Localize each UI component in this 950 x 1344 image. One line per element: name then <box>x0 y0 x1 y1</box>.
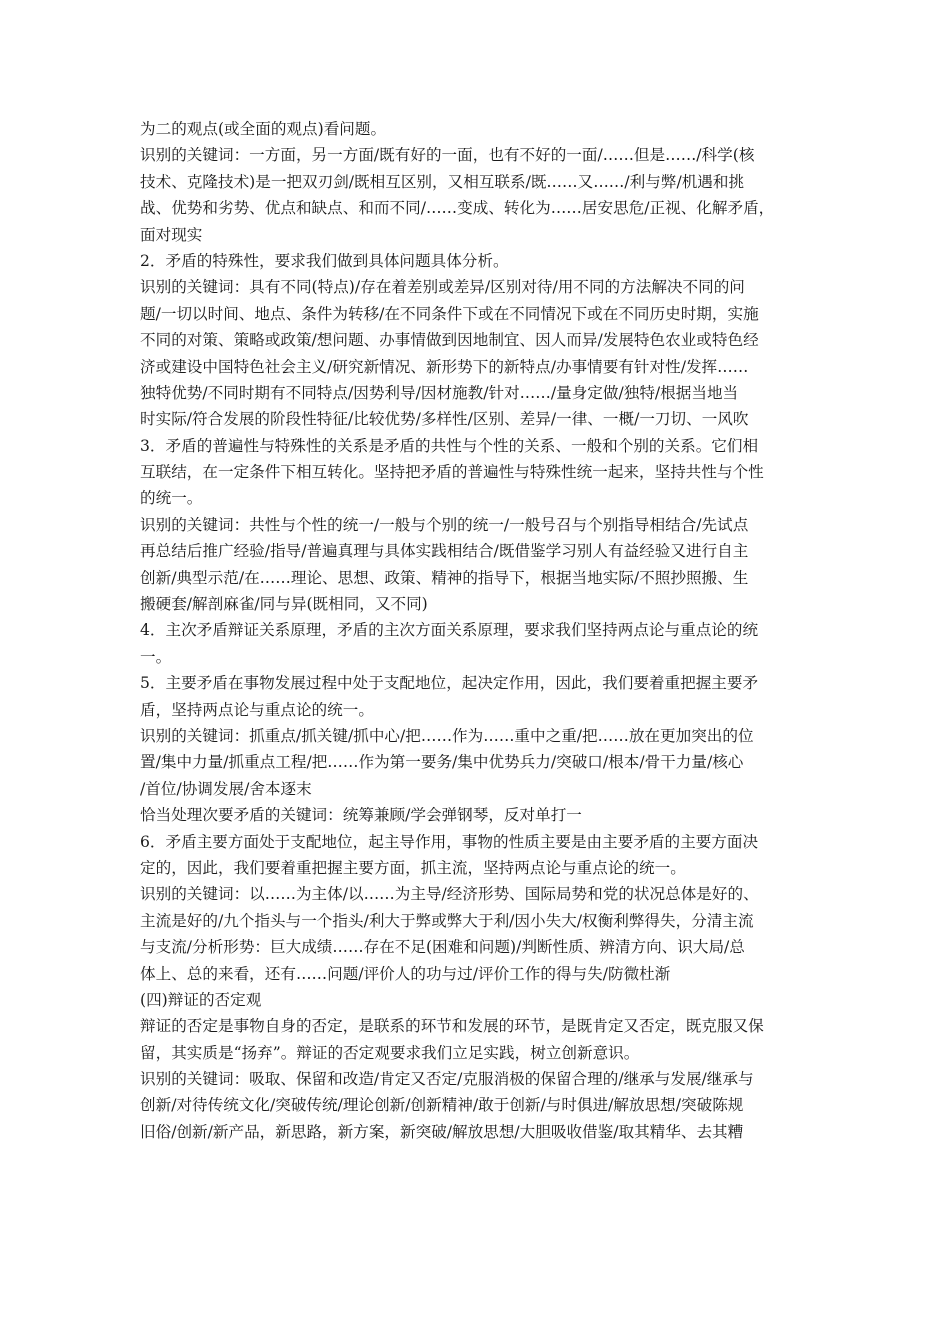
text-line: 留，其实质是“扬弃”。辩证的否定观要求我们立足实践，树立创新意识。 <box>140 1043 640 1062</box>
text-line: 题/一切以时间、地点、条件为转移/在不同条件下或在不同情况下或在不同历史时期，实施 <box>140 304 759 323</box>
text-line: 2．矛盾的特殊性，要求我们做到具体问题具体分析。 <box>140 251 509 270</box>
text-line: 面对现实 <box>140 225 203 244</box>
text-line: 独特优势/不同时期有不同特点/因势利导/因材施教/针对……/量身定做/独特/根据当地当 <box>140 383 739 402</box>
text-line: 识别的关键词：吸取、保留和改造/肯定又否定/克服消极的保留合理的/继承与发展/继承与 <box>140 1070 754 1089</box>
text-line: 互联结，在一定条件下相互转化。坚持把矛盾的普遍性与特殊性统一起来，坚持共性与个性 <box>140 463 764 482</box>
text-line: 旧俗/创新/新产品，新思路，新方案，新突破/解放思想/大胆吸收借鉴/取其精华、去其糟 <box>140 1122 744 1141</box>
text-line: 3．矛盾的普遍性与特殊性的关系是矛盾的共性与个性的关系、一般和个别的关系。它们相 <box>140 436 759 455</box>
document-body <box>140 116 816 1145</box>
text-line: 搬硬套/解剖麻雀/同与异(既相同，又不同) <box>140 595 428 614</box>
text-line: 定的，因此，我们要着重把握主要方面，抓主流，坚持两点论与重点论的统一。 <box>140 858 686 877</box>
text-line: 主流是好的/九个指头与一个指头/利大于弊或弊大于利/因小失大/权衡利弊得失，分清主流 <box>140 911 754 930</box>
text-line: 5．主要矛盾在事物发展过程中处于支配地位，起决定作用，因此，我们要着重把握主要矛 <box>140 674 759 693</box>
text-line: 识别的关键词：抓重点/抓关键/抓中心/把……作为……重中之重/把……放在更加突出的位 <box>140 726 754 745</box>
text-line: 时实际/符合发展的阶段性特征/比较优势/多样性/区别、差异/一律、一概/一刀切、一风吹 <box>140 410 749 429</box>
text-line: /首位/协调发展/舍本逐末 <box>140 779 312 798</box>
text-line: 识别的关键词：以……为主体/以……为主导/经济形势、国际局势和党的状况总体是好的、 <box>140 885 759 904</box>
text-line: 的统一。 <box>140 489 203 508</box>
text-line: 辩证的否定是事物自身的否定，是联系的环节和发展的环节，是既肯定又否定，既克服又保 <box>140 1017 764 1036</box>
text-line: 盾，坚持两点论与重点论的统一。 <box>140 700 374 719</box>
text-line: 4．主次矛盾辩证关系原理，矛盾的主次方面关系原理，要求我们坚持两点论与重点论的统 <box>140 621 759 640</box>
text-line: 为二的观点(或全面的观点)看问题。 <box>140 120 387 138</box>
text-line: 战、优势和劣势、优点和缺点、和而不同/……变成、转化为……居安思危/正视、化解矛盾， <box>140 199 775 218</box>
text-line: 识别的关键词：具有不同(特点)/存在着差别或差异/区别对待/用不同的方法解决不同的问 <box>140 278 745 297</box>
text-line: 识别的关键词：共性与个性的统一/一般与个别的统一/一般号召与个别指导相结合/先试点 <box>140 515 749 534</box>
text-line: 与支流/分析形势：巨大成绩……存在不足(困难和问题)/判断性质、辨清方向、识大局/总 <box>140 938 745 957</box>
text-line: 置/集中力量/抓重点工程/把……作为第一要务/集中优势兵力/突破口/根本/骨干力量/核心 <box>140 753 744 772</box>
text-line: 济或建设中国特色社会主义/研究新情况、新形势下的新特点/办事情要有针对性/发挥…… <box>140 357 749 376</box>
text-line: 创新/对待传统文化/突破传统/理论创新/创新精神/敢于创新/与时俱进/解放思想/突破陈规 <box>140 1096 744 1115</box>
text-line: 恰当处理次要矛盾的关键词：统筹兼顾/学会弹钢琴，反对单打一 <box>140 806 582 825</box>
section-heading: (四)辩证的否定观 <box>140 990 262 1009</box>
text-line: 一。 <box>140 647 172 666</box>
text-line: 体上、总的来看，还有……问题/评价人的功与过/评价工作的得与失/防微杜渐 <box>140 964 671 983</box>
text-line: 6．矛盾主要方面处于支配地位，起主导作用，事物的性质主要是由主要矛盾的主要方面决 <box>140 832 759 851</box>
text-line: 识别的关键词：一方面，另一方面/既有好的一面，也有不好的一面/……但是……/科学(核 <box>140 146 755 165</box>
text-line: 技术、克隆技术)是一把双刃剑/既相互区别，又相互联系/既……又……/利与弊/机遇和挑 <box>140 172 745 191</box>
text-line: 再总结后推广经验/指导/普遍真理与具体实践相结合/既借鉴学习别人有益经验又进行自主 <box>140 542 749 561</box>
text-line: 创新/典型示范/在……理论、思想、政策、精神的指导下，根据当地实际/不照抄照搬、生 <box>140 568 749 587</box>
text-line: 不同的对策、策略或政策/想问题、办事情做到因地制宜、因人而异/发展特色农业或特色经 <box>140 331 759 350</box>
